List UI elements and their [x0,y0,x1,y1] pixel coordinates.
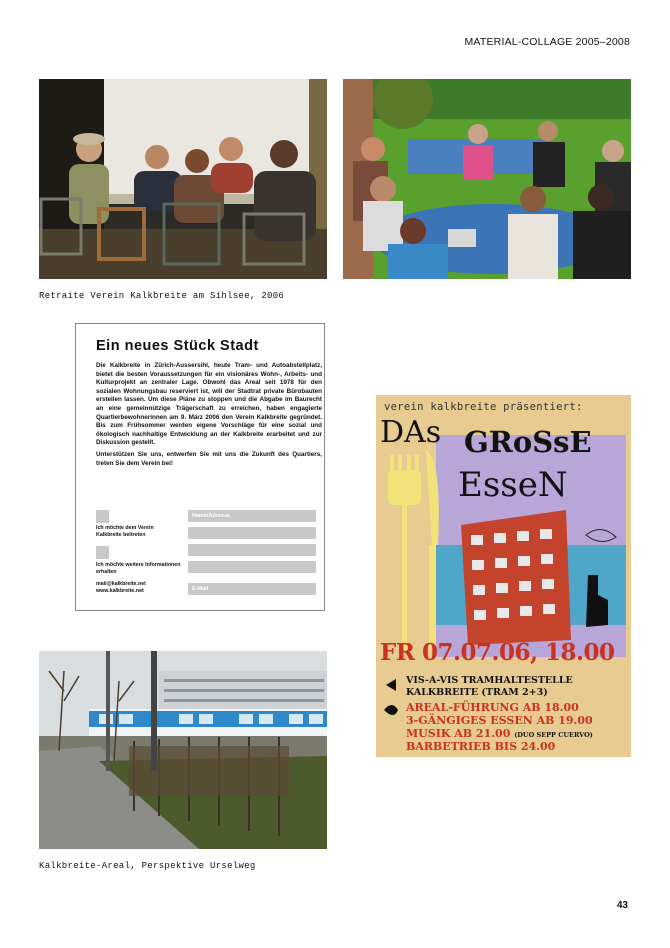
retreat-photo-2 [343,79,631,279]
poster-line-dinner: 3-GÄNGIGES ESSEN AB 19.00 [406,714,593,727]
flyer-paragraph-2: Unterstützen Sie uns, entwerfen Sie mit uns die Zukunft des Quartiers, treten Sie dem Verein bei! [96,450,322,467]
join-checkbox[interactable] [96,510,109,523]
email-field[interactable]: E-Mail [188,583,316,595]
flyer-body [96,362,322,471]
retreat-photo-1 [39,79,327,279]
name-address-field[interactable]: Name/Adresse [188,510,316,522]
poster-title-essen: EsseN [458,465,568,505]
poster-date: FR 07.07.06, 18.00 [380,639,615,666]
address-line-4[interactable] [188,561,316,573]
contact-web: www.kalkbreite.net [96,588,144,594]
join-label: Ich möchte dem Verein Kalkbreite beitreten [96,525,154,538]
retreat-caption: Retraite Verein Kalkbreite am Sihlsee, 2006 [39,291,285,301]
poster-location-1: VIS-A-VIS TRAMHALTESTELLE [406,675,573,686]
poster-presenter-line: verein kalkbreite präsentiert: [384,401,583,413]
page-number: 43 [616,900,628,911]
poster-music-text: MUSIK AB 21.00 [406,727,511,740]
address-line-2[interactable] [188,527,316,539]
event-poster [376,395,631,757]
poster-title-das: DAs [380,415,442,450]
flyer-paragraph-1: Die Kalkbreite in Zürich-Aussersihl, heute Tram- und Autoabstellplatz, bietet die besten Voraussetzungen für ein visionäres Wohn-, Arbeits- und Kulturprojekt an zentraler Lage. Obwohl das Areal seit 1978 für den sozialen Wohnungsbau reserviert ist, will der Stadtrat private Bürobauten erstellen lassen. Um diese Pläne zu stoppen und die Abgabe im Baurecht an eine gemeinnützige Trägerschaft zu erreichen, haben engagierte Quartierbewohnerinnen am 9. März 2006 den Verein Kalkbreite gegründet. Bis zum Frühsommer werden eigene Vorschläge für eine sozial und ökologisch nachhaltige Entwicklung an der Kalkbreite erarbeitet und zur Diskussion gestellt. [96,362,322,447]
poster-location-2: KALKBREITE (TRAM 2+3) [406,687,548,698]
membership-flyer [75,323,325,611]
areal-photo [39,651,327,849]
poster-title-grosse: GRoSsE [464,425,592,459]
contact-mail: mail@kalkbreite.net [96,581,146,587]
flyer-title: Ein neues Stück Stadt [96,338,259,354]
poster-music-band: (DUO SEPP CUERVO) [514,731,593,739]
address-line-3[interactable] [188,544,316,556]
areal-caption: Kalkbreite-Areal, Perspektive Urselweg [39,861,256,871]
running-header: MATERIAL-COLLAGE 2005–2008 [464,36,630,48]
info-checkbox[interactable] [96,546,109,559]
poster-line-music [406,727,593,740]
poster-line-tour: AREAL-FÜHRUNG AB 18.00 [406,701,579,714]
info-label: Ich möchte weitere Informationen erhalten [96,562,181,575]
poster-line-bar: BARBETRIEB BIS 24.00 [406,740,556,753]
